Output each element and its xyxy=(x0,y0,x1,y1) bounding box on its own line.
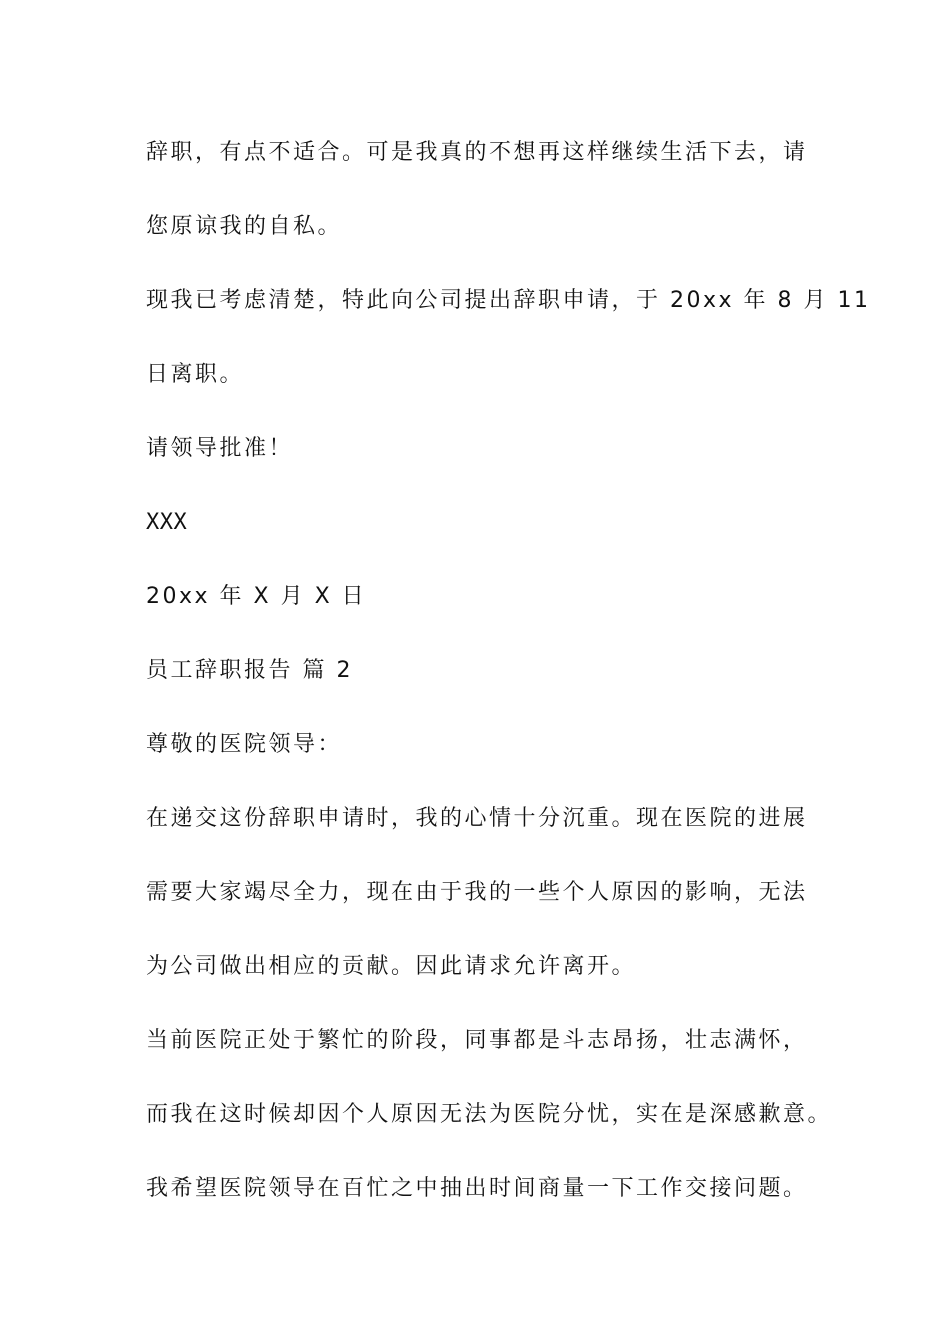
body-line: 在递交这份辞职申请时，我的心情十分沉重。现在医院的进展 xyxy=(146,806,808,831)
body-line: 现我已考虑清楚，特此向公司提出辞职申请，于 20xx 年 8 月 11 xyxy=(146,288,871,313)
body-line: 辞职，有点不适合。可是我真的不想再这样继续生活下去，请 xyxy=(146,140,808,165)
signature-name: XXX xyxy=(146,510,188,535)
body-line: 为公司做出相应的贡献。因此请求允许离开。 xyxy=(146,954,637,979)
salutation: 尊敬的医院领导： xyxy=(146,732,343,757)
approval-request: 请领导批准！ xyxy=(146,436,294,461)
signature-date: 20xx 年 X 月 X 日 xyxy=(146,584,367,609)
body-line: 日离职。 xyxy=(146,362,245,387)
body-line: 您原谅我的自私。 xyxy=(146,214,343,239)
body-line: 我希望医院领导在百忙之中抽出时间商量一下工作交接问题。 xyxy=(146,1176,808,1201)
body-line: 而我在这时候却因个人原因无法为医院分忧，实在是深感歉意。 xyxy=(146,1102,833,1127)
body-line: 需要大家竭尽全力，现在由于我的一些个人原因的影响，无法 xyxy=(146,880,808,905)
section-heading: 员工辞职报告 篇 2 xyxy=(146,658,353,683)
body-line: 当前医院正处于繁忙的阶段，同事都是斗志昂扬，壮志满怀， xyxy=(146,1028,808,1053)
